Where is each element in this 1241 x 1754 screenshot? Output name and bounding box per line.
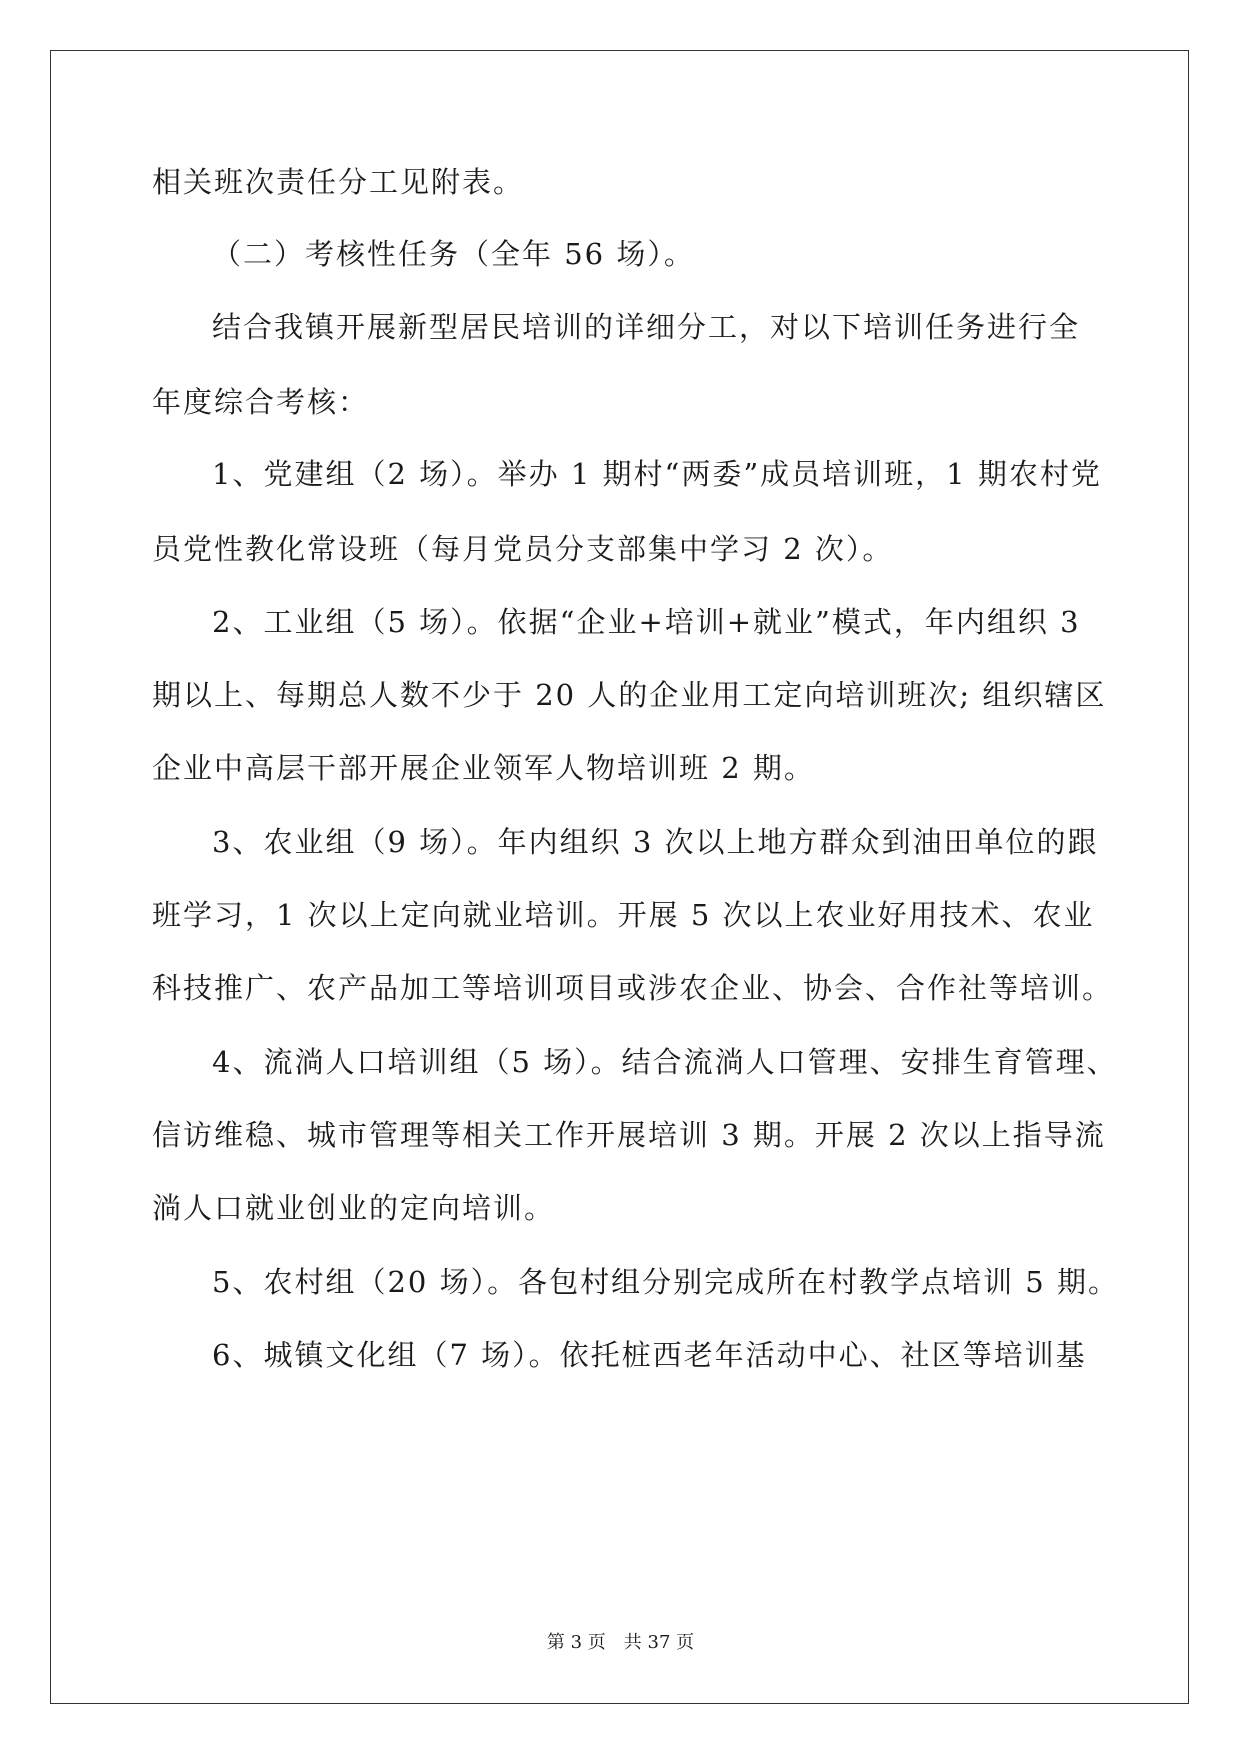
text-line-12: 科技推广、农产品加工等培训项目或涉农企业、协会、合作社等培训。 — [152, 971, 1114, 1005]
list-item-party: 1、党建组（2 场）。举办 1 期村“两委”成员培训班，1 期农村党 — [212, 457, 1102, 491]
text-line-1: 相关班次责任分工见附表。 — [152, 165, 525, 199]
text-line-6: 员党性教化常设班（每月党员分支部集中学习 2 次）。 — [152, 532, 894, 566]
page-number-footer: 第 3 页 共 37 页 — [546, 1632, 695, 1653]
list-item-industry: 2、工业组（5 场）。依据“企业+培训+就业”模式，年内组织 3 — [212, 605, 1081, 639]
text-line-4: 年度综合考核： — [152, 385, 370, 419]
text-line-11: 班学习，1 次以上定向就业培训。开展 5 次以上农业好用技术、农业 — [152, 898, 1095, 932]
text-line-14: 信访维稳、城市管理等相关工作开展培训 3 期。开展 2 次以上指导流 — [152, 1118, 1106, 1152]
list-item-town-culture: 6、城镇文化组（7 场）。依托桩西老年活动中心、社区等培训基 — [212, 1338, 1087, 1372]
text-line-8: 期以上、每期总人数不少于 20 人的企业用工定向培训班次; 组织辖区 — [152, 678, 1107, 712]
text-line-15: 淌人口就业创业的定向培训。 — [152, 1191, 556, 1225]
text-line-9: 企业中高层干部开展企业领军人物培训班 2 期。 — [152, 751, 815, 785]
text-line-3: 结合我镇开展新型居民培训的详细分工，对以下培训任务进行全 — [212, 310, 1081, 344]
list-item-rural: 5、农村组（20 场）。各包村组分别完成所在村教学点培训 5 期。 — [212, 1265, 1119, 1299]
page-border — [50, 50, 1189, 1704]
list-item-floating-population: 4、流淌人口培训组（5 场）。结合流淌人口管理、安排生育管理、 — [212, 1045, 1118, 1079]
list-item-agriculture: 3、农业组（9 场）。年内组织 3 次以上地方群众到油田单位的跟 — [212, 825, 1099, 859]
section-heading-2: （二）考核性任务（全年 56 场）。 — [212, 237, 695, 271]
